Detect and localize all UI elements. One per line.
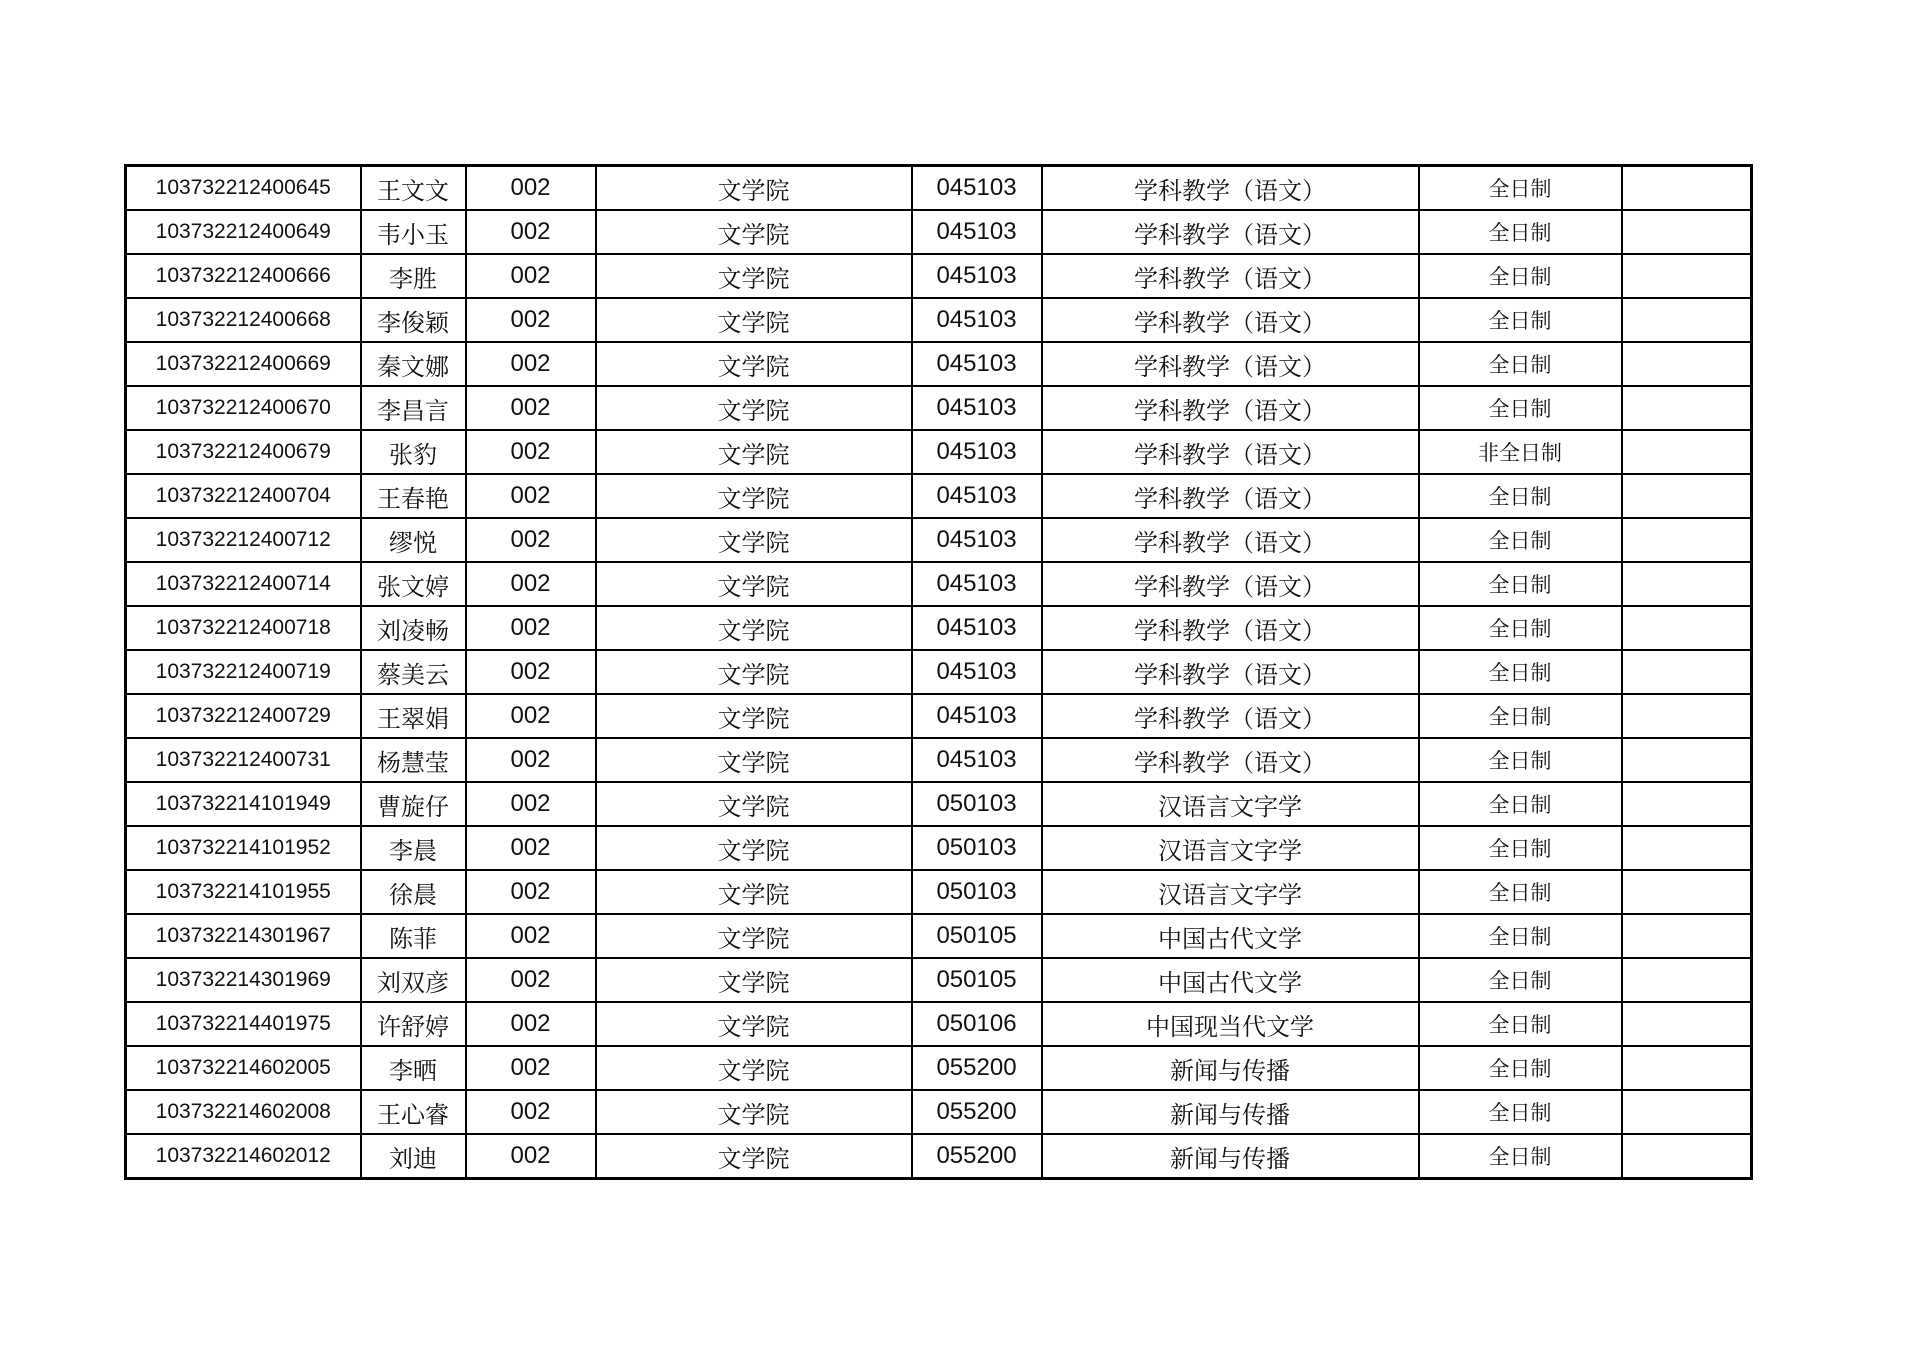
major-name-cell: 中国古代文学 (1042, 958, 1419, 1002)
student-name-cell: 王春艳 (361, 474, 466, 518)
college-name-cell: 文学院 (596, 826, 912, 870)
candidate-id-cell: 103732212400679 (126, 430, 361, 474)
study-mode-cell: 全日制 (1419, 342, 1622, 386)
table-row (126, 1090, 1752, 1134)
remarks-cell (1622, 914, 1752, 958)
candidate-id-cell: 103732214401975 (126, 1002, 361, 1046)
major-code-cell: 050103 (912, 782, 1042, 826)
table-row (126, 782, 1752, 826)
college-code-cell: 002 (466, 430, 596, 474)
remarks-cell (1622, 782, 1752, 826)
remarks-cell (1622, 430, 1752, 474)
remarks-cell (1622, 1134, 1752, 1179)
college-code-cell: 002 (466, 606, 596, 650)
college-code-cell: 002 (466, 1090, 596, 1134)
major-code-cell: 045103 (912, 166, 1042, 211)
major-name-cell: 中国古代文学 (1042, 914, 1419, 958)
major-code-cell: 050105 (912, 958, 1042, 1002)
study-mode-cell: 全日制 (1419, 254, 1622, 298)
college-name-cell: 文学院 (596, 518, 912, 562)
remarks-cell (1622, 650, 1752, 694)
college-name-cell: 文学院 (596, 474, 912, 518)
college-code-cell: 002 (466, 826, 596, 870)
college-code-cell: 002 (466, 914, 596, 958)
table-row (126, 166, 1752, 211)
remarks-cell (1622, 738, 1752, 782)
major-name-cell: 学科教学（语文） (1042, 254, 1419, 298)
major-code-cell: 045103 (912, 430, 1042, 474)
college-name-cell: 文学院 (596, 166, 912, 211)
study-mode-cell: 全日制 (1419, 1134, 1622, 1179)
college-name-cell: 文学院 (596, 694, 912, 738)
major-code-cell: 050103 (912, 826, 1042, 870)
table-row (126, 210, 1752, 254)
table-row (126, 1134, 1752, 1179)
student-name-cell: 刘迪 (361, 1134, 466, 1179)
major-name-cell: 学科教学（语文） (1042, 650, 1419, 694)
candidate-id-cell: 103732214602008 (126, 1090, 361, 1134)
study-mode-cell: 全日制 (1419, 606, 1622, 650)
table-row (126, 386, 1752, 430)
major-code-cell: 050106 (912, 1002, 1042, 1046)
study-mode-cell: 全日制 (1419, 914, 1622, 958)
study-mode-cell: 全日制 (1419, 386, 1622, 430)
table-row (126, 1046, 1752, 1090)
student-name-cell: 李俊颖 (361, 298, 466, 342)
study-mode-cell: 全日制 (1419, 474, 1622, 518)
major-code-cell: 045103 (912, 254, 1042, 298)
college-code-cell: 002 (466, 298, 596, 342)
college-code-cell: 002 (466, 1002, 596, 1046)
student-name-cell: 陈菲 (361, 914, 466, 958)
college-name-cell: 文学院 (596, 210, 912, 254)
major-name-cell: 学科教学（语文） (1042, 562, 1419, 606)
college-name-cell: 文学院 (596, 914, 912, 958)
table-row (126, 738, 1752, 782)
remarks-cell (1622, 1046, 1752, 1090)
study-mode-cell: 全日制 (1419, 562, 1622, 606)
major-name-cell: 新闻与传播 (1042, 1046, 1419, 1090)
candidate-id-cell: 103732212400649 (126, 210, 361, 254)
study-mode-cell: 全日制 (1419, 210, 1622, 254)
major-name-cell: 学科教学（语文） (1042, 210, 1419, 254)
major-name-cell: 学科教学（语文） (1042, 298, 1419, 342)
table-row (126, 606, 1752, 650)
major-name-cell: 学科教学（语文） (1042, 474, 1419, 518)
candidate-id-cell: 103732214101952 (126, 826, 361, 870)
major-code-cell: 045103 (912, 342, 1042, 386)
student-name-cell: 王心睿 (361, 1090, 466, 1134)
candidate-id-cell: 103732212400731 (126, 738, 361, 782)
remarks-cell (1622, 870, 1752, 914)
major-name-cell: 学科教学（语文） (1042, 386, 1419, 430)
student-name-cell: 张文婷 (361, 562, 466, 606)
student-name-cell: 刘凌畅 (361, 606, 466, 650)
major-code-cell: 045103 (912, 386, 1042, 430)
college-name-cell: 文学院 (596, 254, 912, 298)
college-code-cell: 002 (466, 782, 596, 826)
remarks-cell (1622, 518, 1752, 562)
college-code-cell: 002 (466, 166, 596, 211)
college-name-cell: 文学院 (596, 386, 912, 430)
study-mode-cell: 全日制 (1419, 1046, 1622, 1090)
college-name-cell: 文学院 (596, 650, 912, 694)
study-mode-cell: 全日制 (1419, 650, 1622, 694)
candidate-id-cell: 103732214301967 (126, 914, 361, 958)
candidate-id-cell: 103732214602012 (126, 1134, 361, 1179)
study-mode-cell: 非全日制 (1419, 430, 1622, 474)
college-code-cell: 002 (466, 870, 596, 914)
table-row (126, 1002, 1752, 1046)
remarks-cell (1622, 210, 1752, 254)
table-row (126, 562, 1752, 606)
college-code-cell: 002 (466, 210, 596, 254)
student-name-cell: 王文文 (361, 166, 466, 211)
major-code-cell: 055200 (912, 1046, 1042, 1090)
college-name-cell: 文学院 (596, 562, 912, 606)
candidate-id-cell: 103732214101949 (126, 782, 361, 826)
table-row (126, 958, 1752, 1002)
remarks-cell (1622, 386, 1752, 430)
table-row (126, 474, 1752, 518)
major-code-cell: 045103 (912, 694, 1042, 738)
major-name-cell: 学科教学（语文） (1042, 606, 1419, 650)
remarks-cell (1622, 826, 1752, 870)
college-code-cell: 002 (466, 518, 596, 562)
college-code-cell: 002 (466, 474, 596, 518)
major-name-cell: 中国现当代文学 (1042, 1002, 1419, 1046)
student-name-cell: 张豹 (361, 430, 466, 474)
major-name-cell: 汉语言文字学 (1042, 782, 1419, 826)
table-row (126, 254, 1752, 298)
remarks-cell (1622, 562, 1752, 606)
candidate-id-cell: 103732212400704 (126, 474, 361, 518)
table-row (126, 826, 1752, 870)
student-name-cell: 李胜 (361, 254, 466, 298)
table-row (126, 914, 1752, 958)
student-name-cell: 蔡美云 (361, 650, 466, 694)
college-code-cell: 002 (466, 738, 596, 782)
major-name-cell: 学科教学（语文） (1042, 694, 1419, 738)
major-name-cell: 汉语言文字学 (1042, 826, 1419, 870)
college-code-cell: 002 (466, 254, 596, 298)
candidate-id-cell: 103732212400719 (126, 650, 361, 694)
major-code-cell: 045103 (912, 298, 1042, 342)
major-name-cell: 新闻与传播 (1042, 1090, 1419, 1134)
major-name-cell: 学科教学（语文） (1042, 738, 1419, 782)
candidate-id-cell: 103732214301969 (126, 958, 361, 1002)
remarks-cell (1622, 474, 1752, 518)
major-name-cell: 学科教学（语文） (1042, 430, 1419, 474)
major-code-cell: 045103 (912, 738, 1042, 782)
college-name-cell: 文学院 (596, 738, 912, 782)
study-mode-cell: 全日制 (1419, 166, 1622, 211)
candidate-id-cell: 103732212400645 (126, 166, 361, 211)
study-mode-cell: 全日制 (1419, 1002, 1622, 1046)
student-name-cell: 曹旋仔 (361, 782, 466, 826)
candidate-id-cell: 103732212400668 (126, 298, 361, 342)
study-mode-cell: 全日制 (1419, 298, 1622, 342)
student-name-cell: 李昌言 (361, 386, 466, 430)
candidate-id-cell: 103732212400714 (126, 562, 361, 606)
college-code-cell: 002 (466, 1046, 596, 1090)
student-name-cell: 杨慧莹 (361, 738, 466, 782)
college-name-cell: 文学院 (596, 1090, 912, 1134)
table-row (126, 430, 1752, 474)
table-row (126, 518, 1752, 562)
table-row (126, 870, 1752, 914)
candidate-id-cell: 103732212400718 (126, 606, 361, 650)
remarks-cell (1622, 342, 1752, 386)
study-mode-cell: 全日制 (1419, 518, 1622, 562)
student-name-cell: 李晒 (361, 1046, 466, 1090)
college-code-cell: 002 (466, 1134, 596, 1179)
study-mode-cell: 全日制 (1419, 1090, 1622, 1134)
college-code-cell: 002 (466, 958, 596, 1002)
student-name-cell: 缪悦 (361, 518, 466, 562)
college-name-cell: 文学院 (596, 430, 912, 474)
remarks-cell (1622, 606, 1752, 650)
college-code-cell: 002 (466, 694, 596, 738)
college-name-cell: 文学院 (596, 782, 912, 826)
table-row (126, 694, 1752, 738)
remarks-cell (1622, 298, 1752, 342)
major-name-cell: 汉语言文字学 (1042, 870, 1419, 914)
study-mode-cell: 全日制 (1419, 738, 1622, 782)
student-name-cell: 许舒婷 (361, 1002, 466, 1046)
college-name-cell: 文学院 (596, 1002, 912, 1046)
major-code-cell: 045103 (912, 562, 1042, 606)
student-name-cell: 韦小玉 (361, 210, 466, 254)
college-code-cell: 002 (466, 650, 596, 694)
remarks-cell (1622, 166, 1752, 211)
college-name-cell: 文学院 (596, 298, 912, 342)
major-code-cell: 055200 (912, 1134, 1042, 1179)
college-name-cell: 文学院 (596, 1134, 912, 1179)
remarks-cell (1622, 958, 1752, 1002)
remarks-cell (1622, 1090, 1752, 1134)
table-row (126, 650, 1752, 694)
candidate-id-cell: 103732212400670 (126, 386, 361, 430)
remarks-cell (1622, 1002, 1752, 1046)
major-name-cell: 新闻与传播 (1042, 1134, 1419, 1179)
college-name-cell: 文学院 (596, 1046, 912, 1090)
college-code-cell: 002 (466, 342, 596, 386)
student-name-cell: 刘双彦 (361, 958, 466, 1002)
major-code-cell: 045103 (912, 650, 1042, 694)
remarks-cell (1622, 694, 1752, 738)
candidate-id-cell: 103732212400712 (126, 518, 361, 562)
study-mode-cell: 全日制 (1419, 782, 1622, 826)
college-name-cell: 文学院 (596, 958, 912, 1002)
study-mode-cell: 全日制 (1419, 826, 1622, 870)
major-code-cell: 050105 (912, 914, 1042, 958)
student-name-cell: 徐晨 (361, 870, 466, 914)
major-code-cell: 045103 (912, 606, 1042, 650)
major-name-cell: 学科教学（语文） (1042, 342, 1419, 386)
college-code-cell: 002 (466, 562, 596, 606)
remarks-cell (1622, 254, 1752, 298)
college-name-cell: 文学院 (596, 606, 912, 650)
candidate-id-cell: 103732214101955 (126, 870, 361, 914)
table-row (126, 342, 1752, 386)
study-mode-cell: 全日制 (1419, 958, 1622, 1002)
major-name-cell: 学科教学（语文） (1042, 166, 1419, 211)
roster-body (126, 166, 1752, 1179)
student-name-cell: 秦文娜 (361, 342, 466, 386)
candidate-id-cell: 103732212400666 (126, 254, 361, 298)
table-row (126, 298, 1752, 342)
candidate-id-cell: 103732214602005 (126, 1046, 361, 1090)
candidate-id-cell: 103732212400729 (126, 694, 361, 738)
student-name-cell: 王翠娟 (361, 694, 466, 738)
study-mode-cell: 全日制 (1419, 694, 1622, 738)
major-code-cell: 045103 (912, 210, 1042, 254)
study-mode-cell: 全日制 (1419, 870, 1622, 914)
major-code-cell: 055200 (912, 1090, 1042, 1134)
major-code-cell: 050103 (912, 870, 1042, 914)
college-name-cell: 文学院 (596, 342, 912, 386)
college-code-cell: 002 (466, 386, 596, 430)
major-code-cell: 045103 (912, 518, 1042, 562)
major-code-cell: 045103 (912, 474, 1042, 518)
major-name-cell: 学科教学（语文） (1042, 518, 1419, 562)
admission-roster-table (124, 164, 1753, 1180)
college-name-cell: 文学院 (596, 870, 912, 914)
candidate-id-cell: 103732212400669 (126, 342, 361, 386)
student-name-cell: 李晨 (361, 826, 466, 870)
